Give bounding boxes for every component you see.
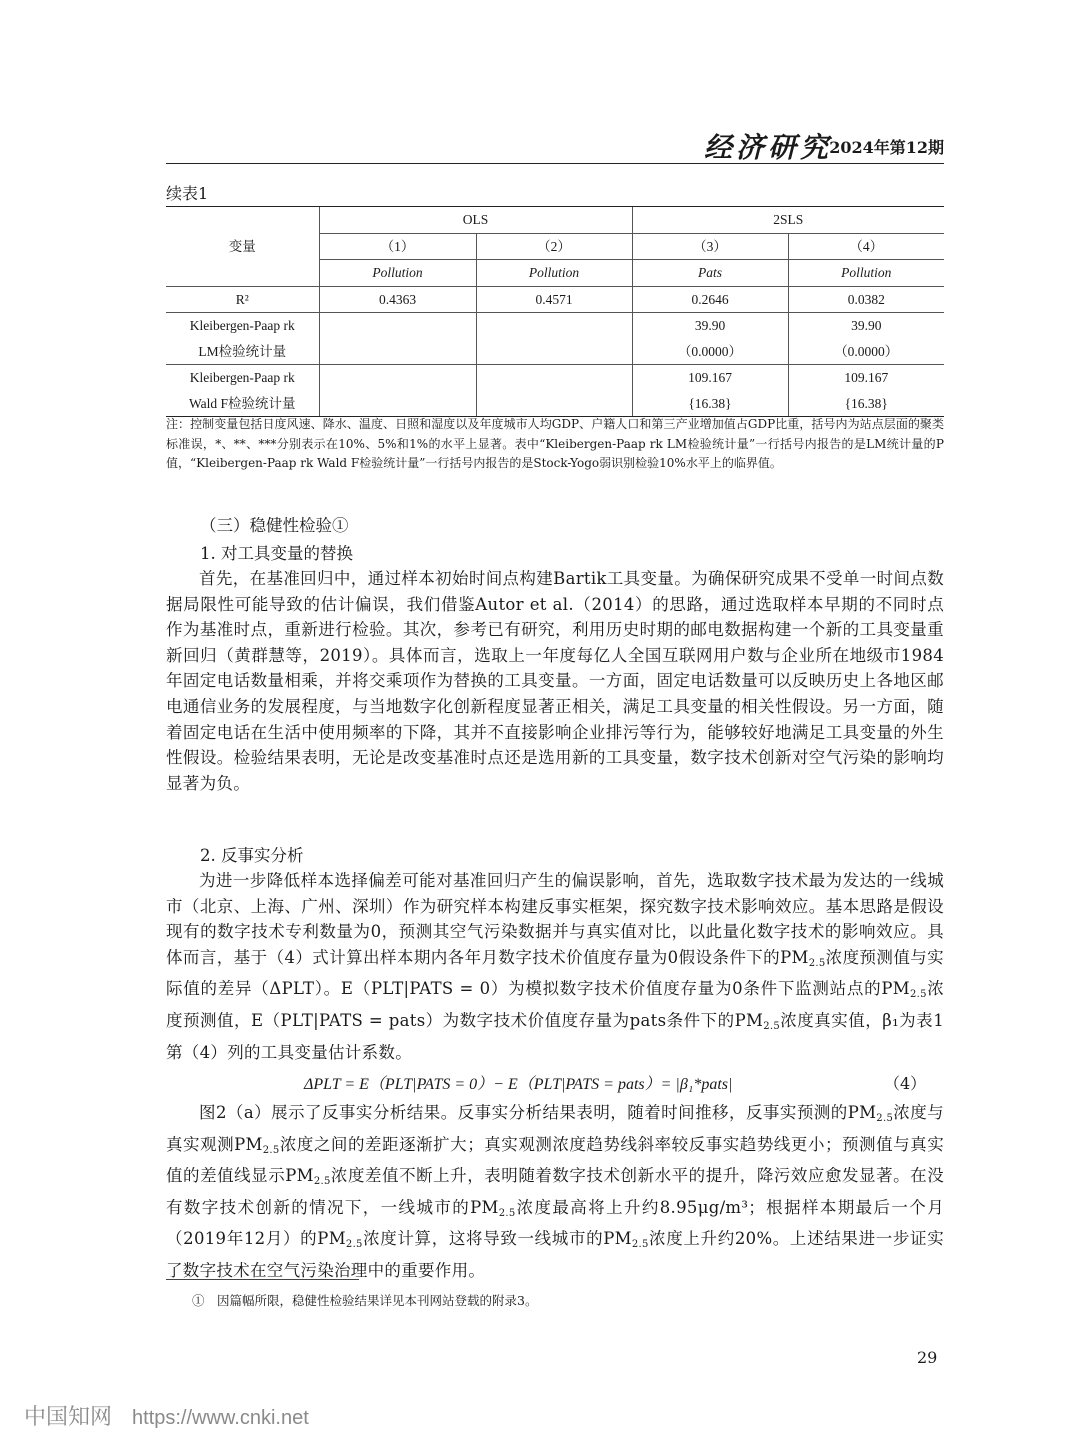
paragraph-1: 首先，在基准回归中，通过样本初始时间点构建Bartik工具变量。为确保研究成果不受单一时间点数据局限性可能导致的估计偏误，我们借鉴Autor et al.（2014）的思路，通过选取样本早期的不同时点作为基准时点，重新进行检验。其次，参考已有研究，利用历史时期的邮电数据构建一个新的工具变量重新回归（黄群慧等，2019）。具体而言，选取上一年度每亿人全国互联网用户数与企业所在地级市1984年固定电话数量相乘，并将交乘项作为替换的工具变量。一方面，固定电话数量可以反映历史上各地区邮电通信业务的发展程度，与当地数字化创新程度显著正相关，满足工具变量的相关性假设。另一方面，随着固定电话在生活中使用频率的下降，其并不直接影响企业排污等行为，能够较好地满足工具变量的外生性假设。检验结果表明，无论是改变基准时点还是选用新的工具变量，数字技术创新对空气污染的影响均显著为负。: [166, 569, 944, 793]
footnote: ① 因篇幅所限，稳健性检验结果详见本刊网站登载的附录3。: [192, 1293, 538, 1308]
page-number: 29: [917, 1348, 938, 1367]
table-cell: （0.0000）: [788, 339, 944, 365]
row-label-wald-1: Kleibergen-Paap rk: [166, 365, 319, 391]
table-cell: {16.38}: [788, 391, 944, 417]
col-2: （2）: [476, 233, 632, 260]
group-ols: OLS: [319, 207, 632, 234]
table-cell: 0.0382: [788, 286, 944, 313]
table-cell: 39.90: [788, 313, 944, 339]
dep-3: Pats: [632, 260, 788, 287]
col-1: （1）: [319, 233, 476, 260]
table-cell: 109.167: [632, 365, 788, 391]
table-cell: 39.90: [632, 313, 788, 339]
header-variable: 变量: [166, 207, 319, 287]
table-cell: 0.2646: [632, 286, 788, 313]
equation-4: ΔPLT = E（PLT|PATS = 0）− E（PLT|PATS = pats）= |β₁*pats|: [304, 1076, 733, 1093]
row-label-lm-1: Kleibergen-Paap rk: [166, 313, 319, 339]
row-label-lm-2: LM检验统计量: [198, 343, 287, 359]
dep-2: Pollution: [476, 260, 632, 287]
section-heading: （三）稳健性检验①: [200, 516, 349, 535]
subsection-2-heading: 2. 反事实分析: [200, 846, 304, 865]
table-cell: [319, 391, 476, 417]
table-cell: 0.4571: [476, 286, 632, 313]
col-3: （3）: [632, 233, 788, 260]
table-cell: [319, 365, 476, 391]
row-label-wald-2: Wald F检验统计量: [166, 391, 319, 417]
journal-logo: 经济研究: [703, 131, 832, 164]
watermark: [24, 1400, 309, 1431]
issue-label: 2024年第12期: [829, 138, 944, 157]
group-2sls: 2SLS: [632, 207, 944, 234]
results-table: [166, 206, 944, 417]
footnote-rule: [166, 1279, 359, 1280]
table-cell: [476, 339, 632, 365]
paragraph-3: 图2（a）展示了反事实分析结果。反事实分析结果表明，随着时间推移，反事实预测的$PM_{2.5}$浓度与真实观测$PM_{2.5}$浓度之间的差距逐渐扩大；真实观测浓度趋势线斜率较反事实趋势线更小；预测值与真实值的差值线显示$PM_{2.5}$浓度差值不断上升，表明随着数字技术创新水平的提升，降污效应愈发显著。在没有数字技术创新的情况下，一线城市的$PM_{2.5}$浓度最高将上升约8.95μg/m³；根据样本期最后一个月（2019年12月）的$PM_{2.5}$浓度计算，这将导致一线城市的$PM_{2.5}$浓度上升约20%。上述结果进一步证实了数字技术在空气污染治理中的重要作用。: [166, 1103, 945, 1280]
dep-1: Pollution: [319, 260, 476, 287]
table-cell: [476, 365, 632, 391]
table-cell: [319, 339, 476, 365]
table-cell: [476, 313, 632, 339]
col-4: （4）: [788, 233, 944, 260]
dep-4: Pollution: [788, 260, 944, 287]
table-note: 注：控制变量包括日度风速、降水、温度、日照和湿度以及年度城市人均GDP、户籍人口和第三产业增加值占GDP比重，括号内为站点层面的聚类标准误，*、**、***分别表示在10%、5%和1%的水平上显著。表中“Kleibergen-Paap rk LM检验统计量”一行括号内报告的是LM统计量的P值，“Kleibergen-Paap rk Wald F检验统计量”一行括号内报告的是Stock-Yogo弱识别检验10%水平上的临界值。: [166, 417, 944, 470]
table-cell: {16.38}: [632, 391, 788, 417]
watermark-name: 中国知网: [24, 1404, 113, 1429]
row-label-r2: R²: [166, 286, 319, 313]
table-cell: [476, 391, 632, 417]
watermark-url: https://www.cnki.net: [132, 1407, 309, 1429]
subsection-1-heading: 1. 对工具变量的替换: [200, 544, 353, 563]
table-cell: 109.167: [788, 365, 944, 391]
header-rule: [166, 163, 944, 164]
table-cell: [319, 313, 476, 339]
table-caption: 续表1: [166, 184, 209, 203]
equation-number: （4）: [884, 1074, 927, 1093]
paragraph-2: 为进一步降低样本选择偏差可能对基准回归产生的偏误影响，首先，选取数字技术最为发达的一线城市（北京、上海、广州、深圳）作为研究样本构建反事实框架，探究数字技术影响效应。基本思路是假设现有的数字技术专利数量为0，预测其空气污染数据并与真实值对比，以此量化数字技术的影响效应。具体而言，基于（4）式计算出样本期内各年月数字技术价值度存量为0假设条件下的$PM_{2.5}$浓度预测值与实际值的差异（ΔPLT）。E（PLT|PATS = 0）为模拟数字技术价值度存量为0条件下监测站点的$PM_{2.5}$浓度预测值，E（PLT|PATS = pats）为数字技术价值度存量为pats条件下的$PM_{2.5}$浓度真实值，β₁为表1第（4）列的工具变量估计系数。: [166, 871, 944, 1062]
table-cell: （0.0000）: [632, 339, 788, 365]
table-cell: 0.4363: [319, 286, 476, 313]
